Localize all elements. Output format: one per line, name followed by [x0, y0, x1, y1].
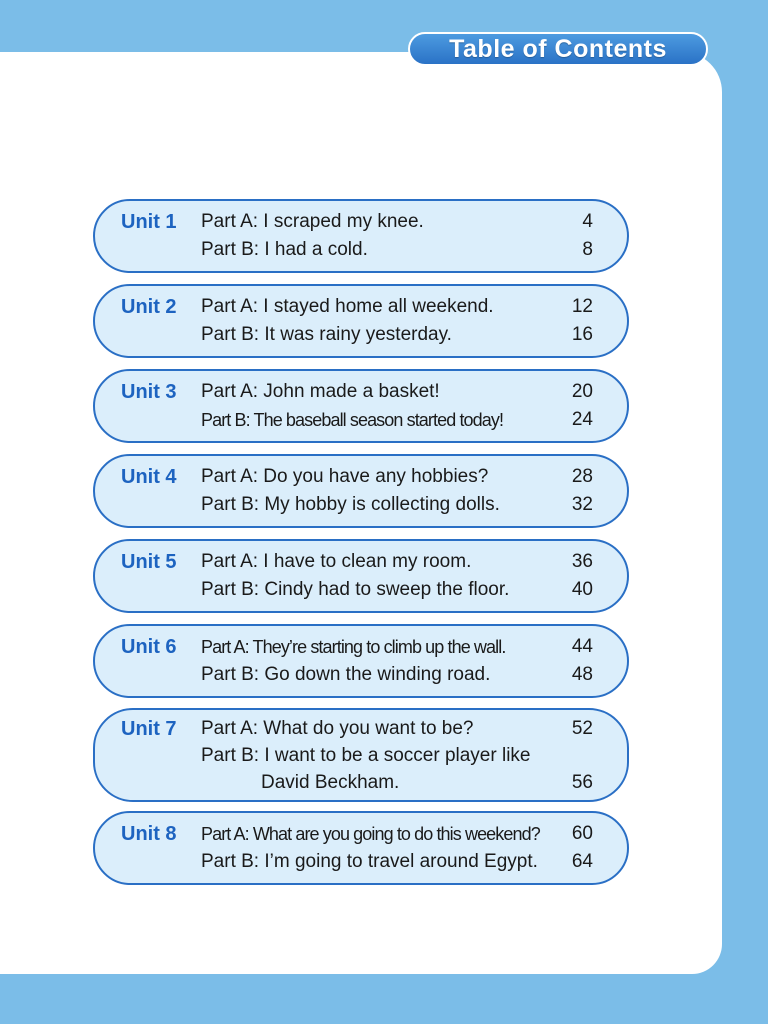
unit-label: Unit 3: [121, 381, 177, 403]
page-title: Table of Contents: [408, 32, 708, 66]
unit-label: Unit 6: [121, 636, 177, 658]
unit-label: Unit 8: [121, 823, 177, 845]
part-b-page: 40: [571, 579, 593, 600]
part-b-page: 24: [571, 409, 593, 430]
part-b-page: 16: [571, 324, 593, 345]
part-a-page: 12: [571, 296, 593, 317]
part-b-title: Part B: I had a cold.: [201, 239, 368, 260]
part-a-title: Part A: What do you want to be?: [201, 718, 474, 739]
part-a-page: 4: [582, 211, 593, 232]
unit-label: Unit 7: [121, 718, 177, 740]
unit-7-box[interactable]: [93, 708, 629, 802]
part-a-title: Part A: John made a basket!: [201, 381, 440, 402]
unit-label: Unit 1: [121, 211, 177, 233]
part-a-page: 60: [571, 823, 593, 844]
part-b-title: Part B: Cindy had to sweep the floor.: [201, 579, 510, 600]
unit-1-box[interactable]: [93, 199, 629, 273]
part-b-page: 56: [571, 772, 593, 793]
part-b-page: 8: [582, 239, 593, 260]
part-a-page: 20: [571, 381, 593, 402]
part-b-page: 64: [571, 851, 593, 872]
unit-4-box[interactable]: [93, 454, 629, 528]
part-b-title: Part B: I want to be a soccer player like: [201, 745, 531, 766]
unit-5-box[interactable]: [93, 539, 629, 613]
unit-label: Unit 4: [121, 466, 177, 488]
unit-8-box[interactable]: [93, 811, 629, 885]
unit-2-box[interactable]: [93, 284, 629, 358]
part-a-page: 44: [571, 636, 593, 657]
part-b-title: Part B: It was rainy yesterday.: [201, 324, 452, 345]
unit-label: Unit 5: [121, 551, 177, 573]
part-b-title: Part B: My hobby is collecting dolls.: [201, 494, 500, 515]
part-a-title: Part A: Do you have any hobbies?: [201, 466, 489, 487]
part-a-title: Part A: I scraped my knee.: [201, 211, 424, 232]
part-a-title: Part A: I stayed home all weekend.: [201, 296, 494, 317]
part-b-title: Part B: Go down the winding road.: [201, 664, 491, 685]
part-b-title: Part B: The baseball season started today!: [201, 410, 504, 430]
part-a-title: Part A: I have to clean my room.: [201, 551, 472, 572]
part-a-title: Part A: They’re starting to climb up the wall.: [201, 637, 506, 657]
part-a-page: 52: [571, 718, 593, 739]
part-a-page: 36: [571, 551, 593, 572]
part-b-page: 32: [571, 494, 593, 515]
unit-3-box[interactable]: [93, 369, 629, 443]
unit-label: Unit 2: [121, 296, 177, 318]
part-b-title-continued: David Beckham.: [261, 772, 400, 793]
part-a-title: Part A: What are you going to do this weekend?: [201, 824, 540, 844]
part-a-page: 28: [571, 466, 593, 487]
part-b-title: Part B: I’m going to travel around Egypt.: [201, 851, 538, 872]
unit-6-box[interactable]: [93, 624, 629, 698]
part-b-page: 48: [571, 664, 593, 685]
